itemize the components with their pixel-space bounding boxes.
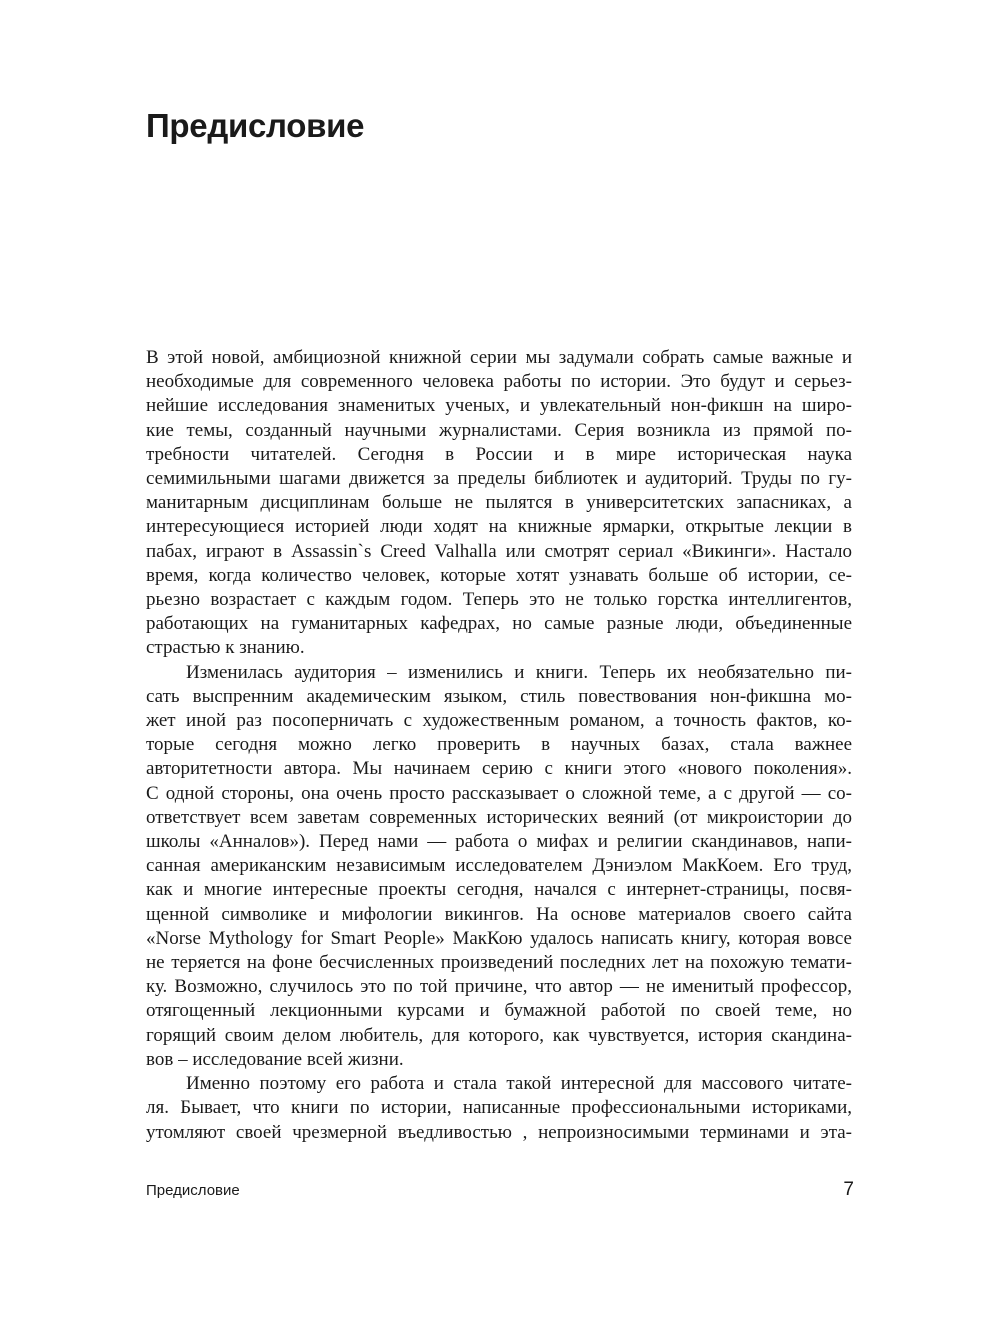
text-line: кие темы, созданный научными журналистами. Серия возникла из прямой по-: [146, 419, 852, 441]
text-line: отягощенный лекционными курсами и бумажной работой по своей теме, но: [146, 1000, 852, 1022]
running-head: Предисловие: [146, 1182, 240, 1199]
paragraph-1: [146, 346, 852, 661]
text-line: нейшие исследования знаменитых ученых, и увлекательный нон-фикшн на широ-: [146, 395, 852, 417]
paragraph-2: [146, 661, 852, 1072]
text-line: жет иной раз посоперничать с художественным романом, а точность фактов, ко-: [146, 710, 852, 732]
text-line: авторитетности автора. Мы начинаем серию с книги этого «нового поколения».: [146, 758, 852, 780]
text-line: не теряется на фоне бесчисленных произведений последних лет на похожую темати-: [146, 952, 852, 974]
text-line: сать выспренним академическим языком, стиль повествования нон-фикшна мо-: [146, 685, 852, 707]
text-line: санная американским независимым исследователем Дэниэлом МакКоем. Его труд,: [146, 855, 852, 877]
text-line: торые сегодня можно легко проверить в научных базах, стала важнее: [146, 734, 852, 756]
text-line: В этой новой, амбициозной книжной серии мы задумали собрать самые важные и: [146, 347, 852, 368]
text-line: семимильными шагами движется за пределы библиотек и аудиторий. Труды по гу-: [146, 468, 852, 490]
text-line: работающих на гуманитарных кафедрах, но самые разные люди, объединенные: [146, 613, 852, 635]
text-line: пабах, играют в Assassin`s Creed Valhalla или смотрят сериал «Викинги». Настало: [146, 540, 852, 562]
text-line: время, когда количество человек, которые хотят узнавать больше об истории, се-: [146, 564, 852, 586]
text-line: манитарным дисциплинам больше не пылятся в университетских запасниках, а: [146, 492, 852, 514]
text-line: интересующиеся историей люди ходят на книжные ярмарки, открытые лекции в: [146, 516, 852, 538]
text-line: ответствует всем заветам современных исторических веяний (от микроистории до: [146, 806, 852, 828]
text-line: «Norse Mythology for Smart People» МакКою удалось написать книгу, которая вовсе: [146, 927, 852, 949]
text-line: школы «Анналов»). Перед нами — работа о мифах и религии скандинавов, напи-: [146, 831, 852, 853]
text-line: С одной стороны, она очень просто рассказывает о сложной теме, а с другой — со-: [146, 782, 852, 804]
text-line: утомляют своей чрезмерной въедливостью , непроизносимыми терминами и эта-: [146, 1121, 852, 1143]
page-title: Предисловие: [146, 107, 365, 144]
text-line: горящий своим делом любитель, для которого, как чувствуется, история скандина-: [146, 1024, 852, 1046]
text-line: требности читателей. Сегодня в России и в мире историческая наука: [146, 443, 852, 465]
text-line: Изменилась аудитория – изменились и книги. Теперь их необязательно пи-: [186, 661, 852, 683]
body-text: [146, 346, 852, 1145]
text-line: как и многие интересные проекты сегодня, начался с интернет-страницы, посвя-: [146, 879, 852, 901]
text-line: ку. Возможно, случилось это по той причине, что автор — не именитый профессор,: [146, 976, 852, 998]
text-line: ля. Бывает, что книги по истории, написанные профессиональными историками,: [146, 1097, 852, 1119]
text-line: вов – исследование всей жизни.: [146, 1048, 404, 1070]
text-line: Именно поэтому его работа и стала такой интересной для массового читате-: [186, 1073, 852, 1095]
paragraph-3: [146, 1072, 852, 1145]
text-line: необходимые для современного человека работы по истории. Это будут и серьез-: [146, 371, 852, 393]
page-number: 7: [843, 1179, 854, 1200]
text-line: рьезно возрастает с каждым годом. Теперь это не только горстка интеллигентов,: [146, 589, 852, 611]
text-line: страстью к знанию.: [146, 637, 305, 659]
text-line: щенной символике и мифологии викингов. На основе материалов своего сайта: [146, 903, 852, 925]
